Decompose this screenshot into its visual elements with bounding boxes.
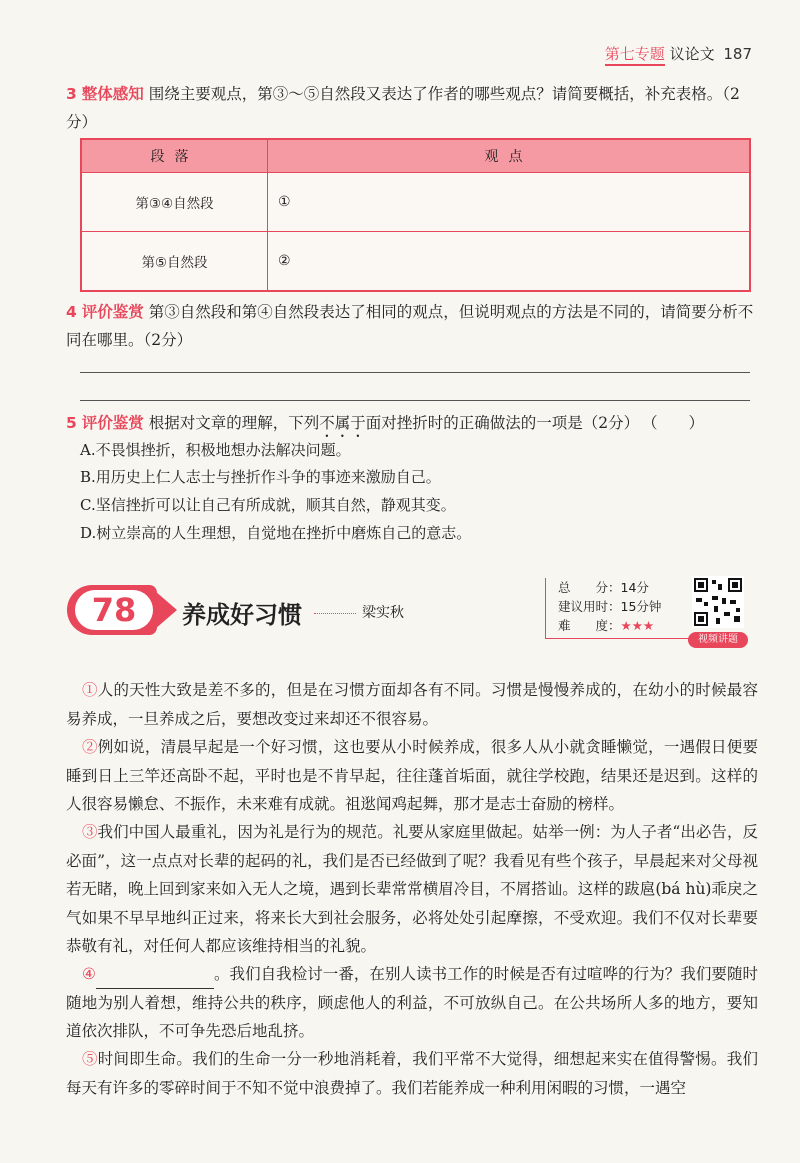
question-text: 第③自然段和第④自然段表达了相同的观点，但说明观点的方法是不同的，请简要分析不同在哪里。（2分）	[66, 303, 754, 349]
lesson-info	[545, 578, 698, 639]
paragraph-number: ①	[82, 681, 98, 699]
paragraph	[66, 960, 758, 1046]
paragraph-text: 时间即生命。我们的生命一分一秒地消耗着，我们平常不大觉得，细想起来实在值得警惕。我们每天有许多的零碎时间于不知不觉中浪费掉了。我们若能养成一种利用闲暇的习惯，一遇空	[66, 1050, 758, 1097]
table-row	[81, 173, 750, 232]
emphasis-text: 不属于	[319, 414, 366, 432]
time-label: 建议用时：	[558, 599, 621, 614]
page-number: 187	[723, 45, 752, 63]
table-cell-paragraph: 第⑤自然段	[81, 232, 268, 292]
lesson-badge	[67, 585, 157, 635]
paragraph-number: ②	[82, 738, 98, 756]
option-b[interactable]: B.用历史上仁人志士与挫折作斗争的事迹来激励自己。	[80, 468, 441, 486]
paragraph	[66, 1045, 758, 1102]
lesson-author: 梁实秋	[362, 605, 404, 621]
paragraph-number: ④	[82, 965, 96, 983]
table-row	[81, 232, 750, 292]
lesson-number: 78	[75, 590, 153, 630]
paragraph	[66, 733, 758, 819]
paragraph-text: 例如说，清晨早起是一个好习惯，这也要从小时候养成，很多人从小就贪睡懒觉，一遇假日便要睡到日上三竿还高卧不起，平时也是不肯早起，往往蓬首垢面，就往学校跑，结果还是迟到。这样的人很容易懒怠、不振作，未来难有成就。祖逖闻鸡起舞，那才是志士奋励的榜样。	[66, 738, 758, 813]
question-tag: 评价鉴赏	[81, 303, 144, 321]
question-text: 面对挫折时的正确做法的一项是（2分）	[365, 414, 640, 432]
paragraph-text: 我们中国人最重礼，因为礼是行为的规范。礼要从家庭里做起。姑举一例：为人子者“出必告，反必面”，这一点点对长辈的起码的礼，我们是否已经做到了呢？我看见有些个孩子，早晨起来对父母视若无睹，晚上回到家来如入无人之境，遇到长辈常常横眉冷目，不屑搭讪。这样的跋扈(bá hù)乖戾之气如果不早早地纠正过来，将来长大到社会服务，必将处处引起摩擦，不受欢迎。我们不仅对长辈要恭敬有礼，对任何人都应该维持相当的礼貌。	[66, 823, 758, 955]
option-c[interactable]: C.坚信挫折可以让自己有所成就，顺其自然，静观其变。	[80, 496, 456, 514]
difficulty-stars: ★★★	[620, 618, 655, 633]
qr-code-icon[interactable]	[692, 576, 744, 628]
lesson-title: 养成好习惯	[182, 601, 302, 629]
answer-cell[interactable]: ①	[268, 173, 751, 232]
paragraph-text: 人的天性大致是差不多的，但是在习惯方面却各有不同。习惯是慢慢养成的，在幼小的时候最容易养成，一旦养成之后，要想改变过来却还不很容易。	[66, 681, 758, 728]
table-cell-paragraph: 第③④自然段	[81, 173, 268, 232]
question-5	[66, 409, 756, 441]
fill-blank[interactable]	[96, 972, 214, 989]
paragraph	[66, 818, 758, 961]
section-label: 第七专题	[605, 45, 665, 66]
option-d[interactable]: D.树立崇高的人生理想，自觉地在挫折中磨炼自己的意志。	[80, 524, 472, 542]
question-tag: 整体感知	[81, 85, 144, 103]
question-tag: 评价鉴赏	[81, 414, 144, 432]
table-header-paragraph: 段落	[81, 139, 268, 173]
page-header	[605, 43, 752, 64]
answer-line[interactable]	[80, 372, 750, 373]
option-a[interactable]: A.不畏惧挫折，积极地想办法解决问题。	[80, 441, 351, 459]
table-header-viewpoint: 观点	[268, 139, 751, 173]
paragraph-text: 。我们自我检讨一番，在别人读书工作的时候是否有过喧哗的行为？我们要随时随地为别人着想，维持公共的秩序，顾虑他人的利益，不可放纵自己。在公共场所人多的地方，要知道依次排队，不可争先恐后地乱挤。	[66, 965, 758, 1040]
total-score: 14分	[620, 580, 649, 595]
question-number: 5	[66, 414, 77, 432]
question-4	[66, 298, 756, 354]
question-3	[66, 80, 756, 136]
genre-label: 议论文	[669, 45, 715, 63]
paragraph	[66, 676, 758, 733]
paragraph-number: ③	[82, 823, 98, 841]
answer-cell[interactable]: ②	[268, 232, 751, 292]
answer-parentheses[interactable]: （ ）	[641, 414, 704, 432]
video-explanation-label[interactable]: 视频讲题	[688, 632, 748, 648]
paragraph-number: ⑤	[82, 1050, 98, 1068]
suggested-time: 15分钟	[620, 599, 662, 614]
question-text: 围绕主要观点，第③～⑤自然段又表达了作者的哪些观点？请简要概括，补充表格。（2分）	[66, 85, 740, 131]
title-divider	[314, 613, 356, 614]
answer-line[interactable]	[80, 400, 750, 401]
total-score-label: 总 分：	[558, 580, 621, 595]
difficulty-label: 难 度：	[558, 618, 621, 633]
question-number: 3	[66, 85, 77, 103]
question-text: 根据对文章的理解，下列	[148, 414, 320, 432]
question-number: 4	[66, 303, 77, 321]
viewpoint-table	[80, 138, 751, 292]
